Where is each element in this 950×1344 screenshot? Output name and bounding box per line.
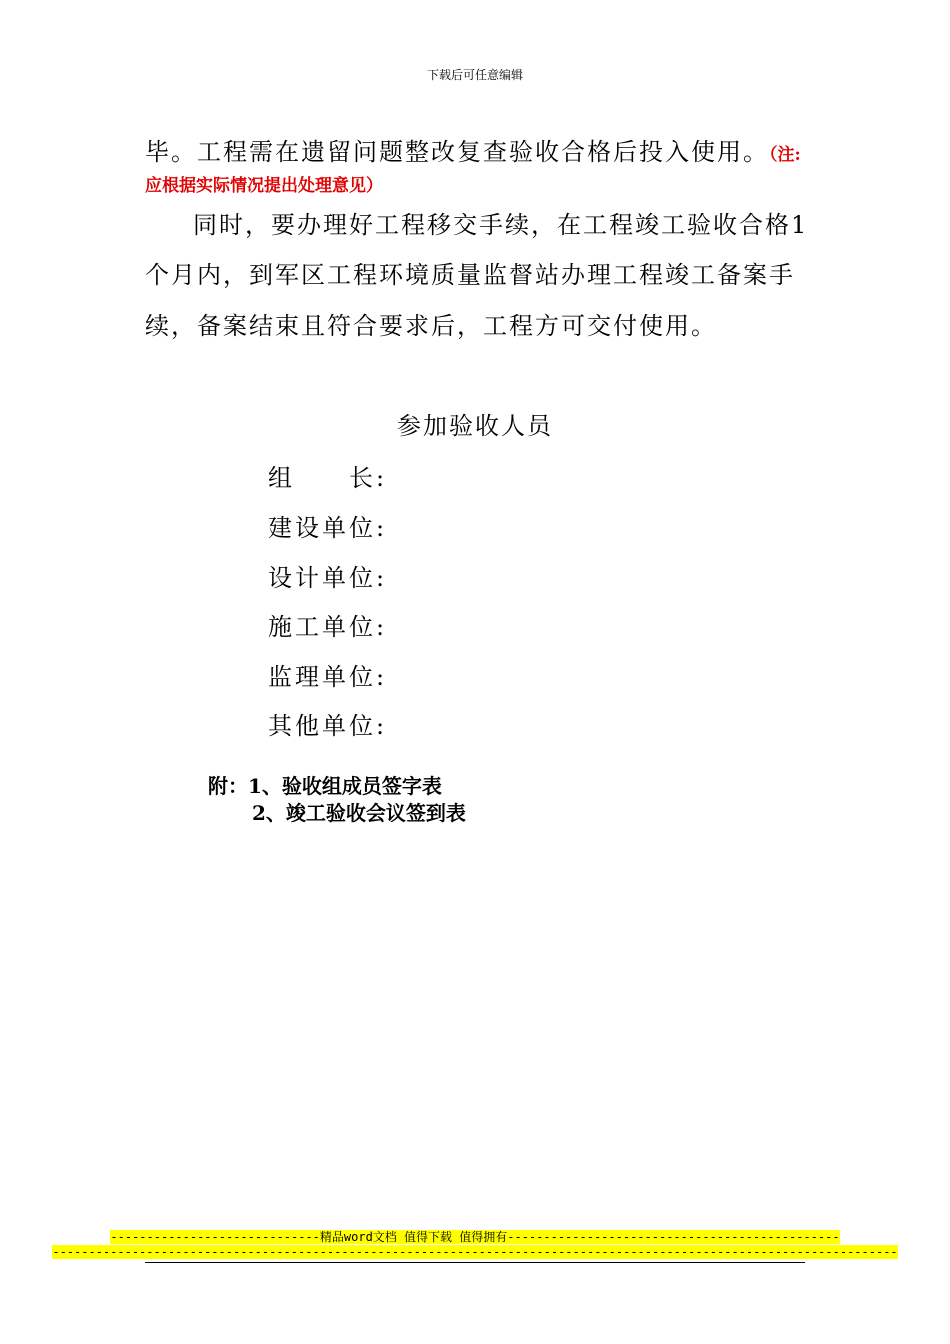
paragraph-line-1 (145, 136, 810, 171)
paragraph-line-4: 个月内，到军区工程环境质量监督站办理工程竣工备案手 (145, 261, 795, 289)
note-text: 应根据实际情况提出处理意见） (145, 176, 383, 196)
footer-dashes (0, 1245, 950, 1260)
role-team-leader: 组 长: (268, 464, 388, 492)
attachment-2: 2、竣工验收会议签到表 (252, 801, 466, 825)
footer-rule (145, 1262, 805, 1263)
paragraph-line-1-text: 毕。工程需在遗留问题整改复查验收合格后投入使用。 (145, 138, 769, 166)
paragraph-line-3: 同时，要办理好工程移交手续，在工程竣工验收合格1 (193, 211, 809, 239)
section-title: 参加验收人员 (397, 412, 553, 440)
footer-banner-text: -----------------------------精品word文档 值得下载 值得拥有---------------------------------------------- (110, 1230, 840, 1244)
role-builder-unit: 施工单位: (268, 613, 388, 641)
attachment-1: 附：1、验收组成员签字表 (208, 774, 442, 798)
role-supervision-unit: 监理单位: (268, 663, 388, 691)
role-construction-unit: 建设单位: (268, 514, 388, 542)
note-open: （注: (769, 145, 801, 165)
role-design-unit: 设计单位: (268, 564, 388, 592)
footer-dashes-text: --------------------------------------------------------------------------------------------------------------------- (52, 1245, 898, 1259)
footer-banner (0, 1230, 950, 1245)
page-header: 下载后可任意编辑 (426, 68, 523, 82)
role-other-unit: 其他单位: (268, 712, 388, 740)
paragraph-line-5: 续，备案结束且符合要求后，工程方可交付使用。 (145, 312, 717, 340)
